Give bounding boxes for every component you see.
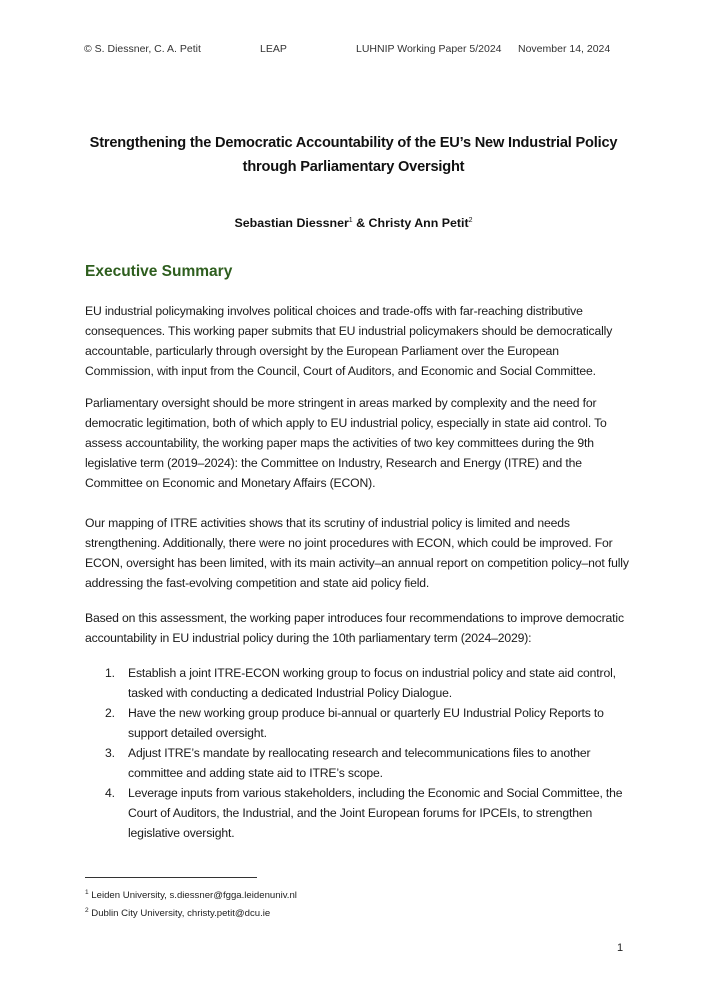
list-number: 1. [105, 666, 115, 680]
title-line-2: through Parliamentary Oversight [242, 159, 465, 175]
paragraph-3: Our mapping of ITRE activities shows that its scrutiny of industrial policy is limited and needs strengthening. Additionally, there were no joint procedures with ECON, which could be improved. For ECON, oversight has been limited, with its main activity–an annual report on competition policy–not fully addressing the fast-evolving competition and state aid policy field. [85, 516, 629, 590]
author-1-footnote-mark[interactable]: 1 [348, 216, 353, 224]
footnote-text[interactable]: Dublin City University, christy.petit@dcu.ie [88, 908, 271, 920]
footnote-mark: 1 [85, 889, 89, 896]
footnote-mark: 2 [85, 907, 89, 915]
footnote-2 [85, 903, 297, 921]
list-number: 4. [105, 786, 115, 800]
list-item [85, 703, 630, 743]
list-item-text: Have the new working group produce bi-annual or quarterly EU Industrial Policy Reports to support detailed oversight. [128, 706, 604, 740]
paragraph-1: EU industrial policymaking involves political choices and trade-offs with far-reaching distributive consequences. This working paper submits that EU industrial policymakers should be democratically accountable, particularly through oversight by the European Parliament over the European Commission, with input from the Council, Court of Auditors, and Economic and Social Committee. [85, 304, 613, 378]
paragraph-4: Based on this assessment, the working paper introduces four recommendations to improve democratic accountability in EU industrial policy during the 10th parliamentary term (2024–2029): [85, 611, 624, 645]
page-number: 1 [617, 942, 624, 954]
list-item-text: Adjust ITRE’s mandate by reallocating research and telecommunications files to another committee and adding state aid to ITRE’s scope. [128, 746, 591, 780]
author-2: Christy Ann Petit [368, 216, 469, 230]
list-item-text: Leverage inputs from various stakeholders, including the Economic and Social Committee, the Court of Auditors, the Industrial, and the Joint European forums for IPCEIs, to strengthen legislative oversight. [128, 786, 623, 840]
author-line [0, 216, 707, 230]
header-series: LEAP [260, 43, 287, 55]
author-1: Sebastian Diessner [234, 216, 349, 230]
footnote-divider [85, 877, 257, 878]
header-date: November 14, 2024 [518, 43, 611, 55]
section-heading: Executive Summary [85, 263, 233, 280]
page-title [60, 131, 647, 179]
footnote-text[interactable]: Leiden University, s.diessner@fgga.leidenuniv.nl [88, 890, 297, 902]
list-item [85, 743, 630, 783]
footnote-1 [85, 885, 297, 903]
footnotes [85, 885, 297, 921]
header-paper-number: LUHNIP Working Paper 5/2024 [356, 43, 502, 55]
title-line-1: Strengthening the Democratic Accountability of the EU’s New Industrial Policy [89, 135, 618, 151]
list-item [85, 663, 630, 703]
list-item-text: Establish a joint ITRE-ECON working group to focus on industrial policy and state aid control, tasked with conducting a dedicated Industrial Policy Dialogue. [128, 666, 616, 700]
list-item [85, 783, 630, 843]
paragraph-2: Parliamentary oversight should be more stringent in areas marked by complexity and the need for democratic legitimation, both of which apply to EU industrial policy, especially in state aid control. To assess accountability, the working paper maps the activities of two key committees during the 9th legislative term (2019–2024): the Committee on Industry, Research and Energy (ITRE) and the Committee on Economic and Monetary Affairs (ECON). [85, 396, 607, 490]
author-separator: & [352, 216, 369, 230]
list-number: 3. [105, 746, 115, 760]
recommendations-list [85, 663, 630, 843]
author-2-footnote-mark[interactable]: 2 [468, 216, 473, 224]
header-copyright: © S. Diessner, C. A. Petit [84, 43, 201, 55]
running-header [0, 43, 707, 59]
list-number: 2. [105, 706, 115, 720]
